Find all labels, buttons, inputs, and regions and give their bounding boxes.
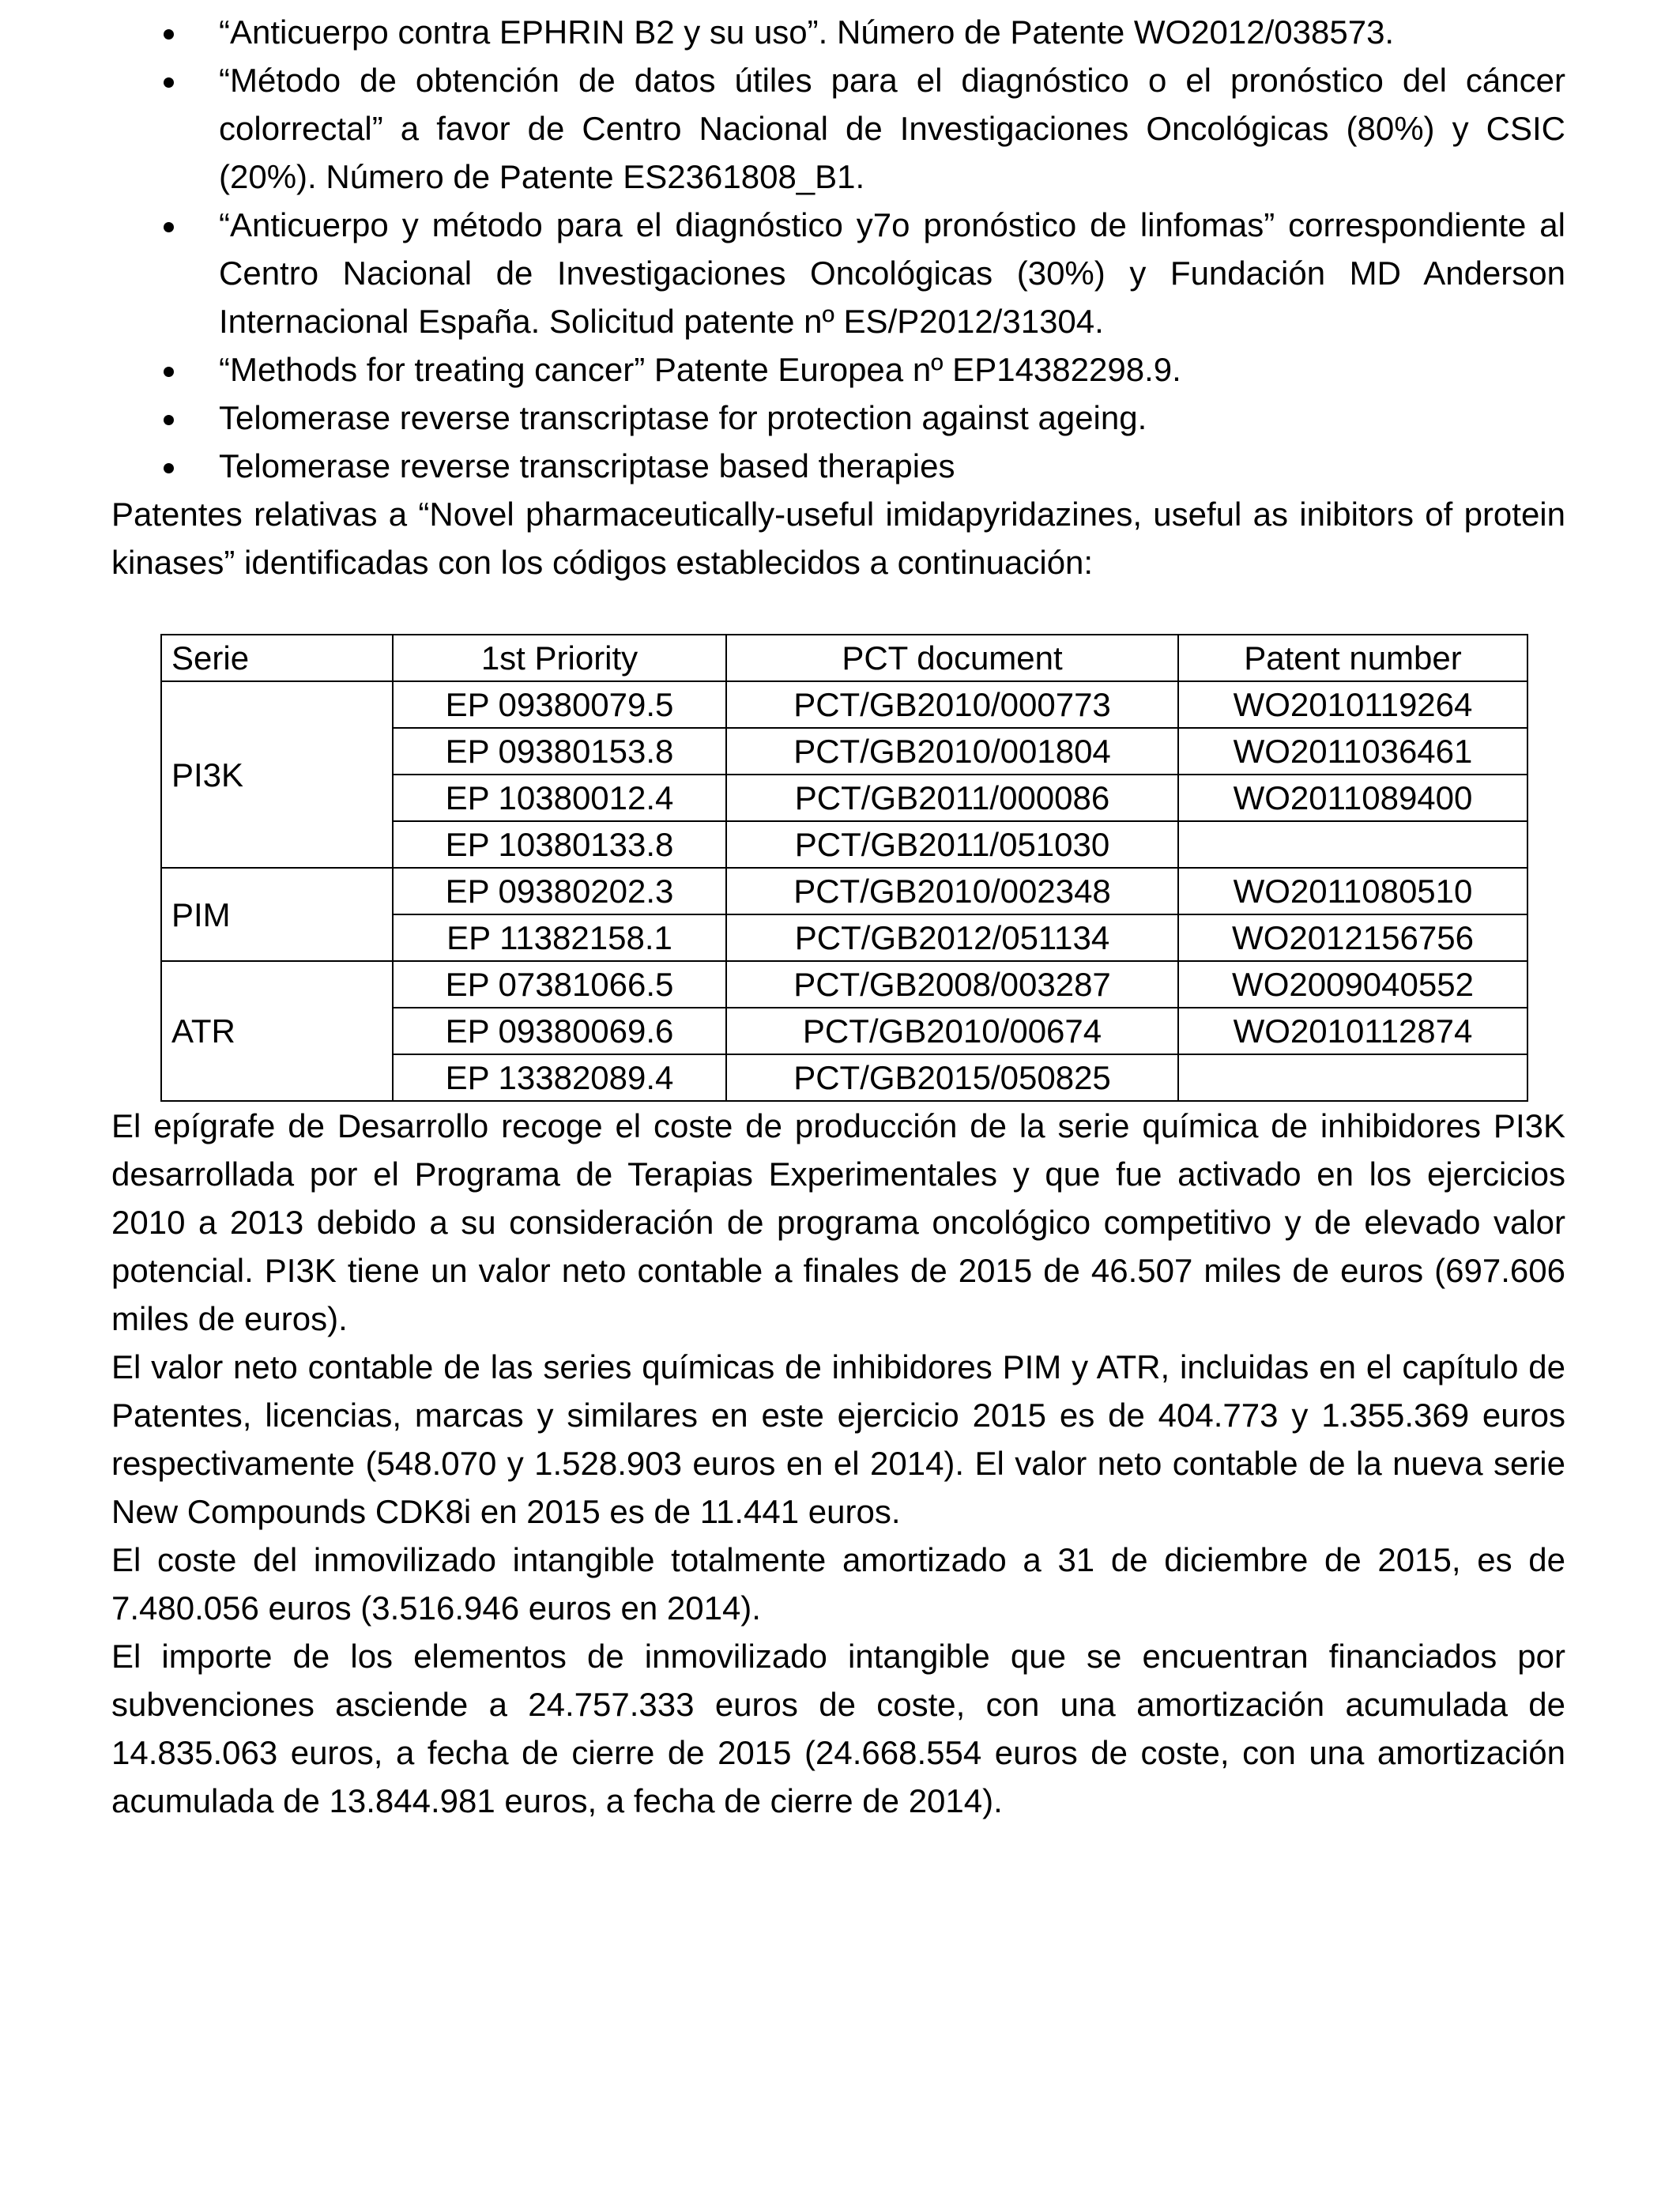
bullet-item (111, 345, 1565, 394)
priority-cell: EP 07381066.5 (393, 961, 726, 1008)
patent-cell: WO2011080510 (1178, 868, 1527, 914)
table-row (161, 961, 1527, 1008)
bullet-icon (164, 367, 174, 377)
priority-cell: EP 09380202.3 (393, 868, 726, 914)
priority-cell: EP 10380012.4 (393, 775, 726, 821)
bullet-icon (164, 463, 174, 473)
priority-cell: EP 09380069.6 (393, 1008, 726, 1054)
header-serie: Serie (161, 635, 393, 681)
table-header-row (161, 635, 1527, 681)
patent-cell (1178, 821, 1527, 868)
bullet-item (111, 56, 1565, 201)
bullet-text: Telomerase reverse transcriptase for protection against ageing. (219, 399, 1147, 436)
bullet-item (111, 394, 1565, 442)
patent-cell: WO2011089400 (1178, 775, 1527, 821)
bullet-text: “Método de obtención de datos útiles para el diagnóstico o el pronóstico del cáncer colorrectal” a favor de Centro Nacional de Investigaciones Oncológicas (80%) y CSIC (20%). Número de Patente ES2361808_B1. (219, 62, 1565, 195)
table-row (161, 681, 1527, 728)
patent-cell: WO2012156756 (1178, 914, 1527, 961)
bullet-icon (164, 222, 174, 232)
patent-cell (1178, 1054, 1527, 1101)
pct-cell: PCT/GB2010/00674 (726, 1008, 1178, 1054)
development-paragraph: El epígrafe de Desarrollo recoge el coste de producción de la serie química de inhibidores PI3K desarrollada por el Programa de Terapias Experimentales y que fue activado en los ejercicios 2010 a 2013 debido a su consideración de programa oncológico competitivo y de elevado valor potencial. PI3K tiene un valor neto contable a finales de 2015 de 46.507 miles de euros (697.606 miles de euros). (111, 1107, 1565, 1337)
header-priority: 1st Priority (393, 635, 726, 681)
bullet-icon (164, 29, 174, 40)
pct-cell: PCT/GB2010/001804 (726, 728, 1178, 775)
amortized-cost-paragraph: El coste del inmovilizado intangible totalmente amortizado a 31 de diciembre de 2015, es de 7.480.056 euros (3.516.946 euros en 2014). (111, 1541, 1565, 1627)
bullet-text: “Methods for treating cancer” Patente Europea nº EP14382298.9. (219, 351, 1181, 388)
net-value-paragraph: El valor neto contable de las series químicas de inhibidores PIM y ATR, incluidas en el capítulo de Patentes, licencias, marcas y similares en este ejercicio 2015 es de 404.773 y 1.355.369 euros respectivamente (548.070 y 1.528.903 euros en el 2014). El valor neto contable de la nueva serie New Compounds CDK8i en 2015 es de 11.441 euros. (111, 1348, 1565, 1530)
bullet-text: “Anticuerpo y método para el diagnóstico y7o pronóstico de linfomas” correspondiente al Centro Nacional de Investigaciones Oncológicas (30%) y Fundación MD Anderson Internacional España. Solicitud patente nº ES/P2012/31304. (219, 206, 1565, 340)
serie-cell: ATR (161, 961, 393, 1101)
pct-cell: PCT/GB2010/000773 (726, 681, 1178, 728)
pct-cell: PCT/GB2011/000086 (726, 775, 1178, 821)
serie-cell: PIM (161, 868, 393, 961)
patent-bullet-list (111, 8, 1565, 490)
patent-cell: WO2011036461 (1178, 728, 1527, 775)
priority-cell: EP 11382158.1 (393, 914, 726, 961)
subsidies-paragraph: El importe de los elementos de inmovilizado intangible que se encuentran financiados por subvenciones asciende a 24.757.333 euros de coste, con una amortización acumulada de 14.835.063 euros, a fecha de cierre de 2015 (24.668.554 euros de coste, con una amortización acumulada de 13.844.981 euros, a fecha de cierre de 2014). (111, 1638, 1565, 1819)
pct-cell: PCT/GB2008/003287 (726, 961, 1178, 1008)
bullet-item (111, 8, 1565, 56)
document-page (111, 8, 1565, 1825)
serie-cell: PI3K (161, 681, 393, 868)
priority-cell: EP 13382089.4 (393, 1054, 726, 1101)
priority-cell: EP 10380133.8 (393, 821, 726, 868)
patent-cell: WO2009040552 (1178, 961, 1527, 1008)
header-patent-number: Patent number (1178, 635, 1527, 681)
priority-cell: EP 09380153.8 (393, 728, 726, 775)
table-intro-paragraph: Patentes relativas a “Novel pharmaceutically-useful imidapyridazines, useful as inibitors of protein kinases” identificadas con los códigos establecidos a continuación: (111, 496, 1565, 581)
priority-cell: EP 09380079.5 (393, 681, 726, 728)
patent-cell: WO2010112874 (1178, 1008, 1527, 1054)
patent-cell: WO2010119264 (1178, 681, 1527, 728)
table-row (161, 868, 1527, 914)
patents-table (160, 634, 1528, 1102)
bullet-text: “Anticuerpo contra EPHRIN B2 y su uso”. Número de Patente WO2012/038573. (219, 13, 1395, 51)
bullet-item (111, 442, 1565, 490)
pct-cell: PCT/GB2012/051134 (726, 914, 1178, 961)
pct-cell: PCT/GB2015/050825 (726, 1054, 1178, 1101)
pct-cell: PCT/GB2011/051030 (726, 821, 1178, 868)
bullet-text: Telomerase reverse transcriptase based therapies (219, 447, 955, 484)
pct-cell: PCT/GB2010/002348 (726, 868, 1178, 914)
bullet-icon (164, 77, 174, 88)
bullet-item (111, 201, 1565, 345)
bullet-icon (164, 415, 174, 425)
header-pct: PCT document (726, 635, 1178, 681)
